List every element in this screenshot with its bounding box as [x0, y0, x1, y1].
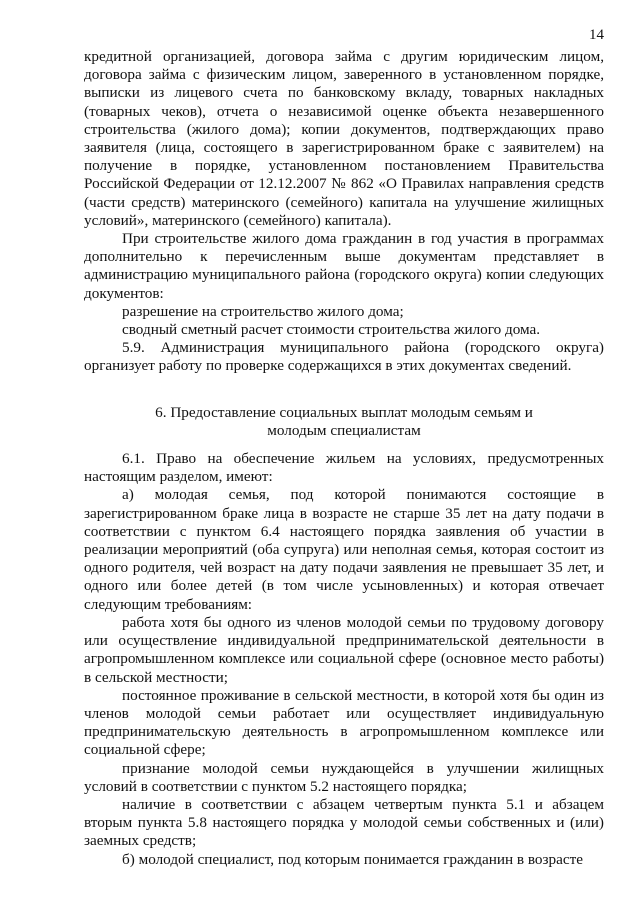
paragraph: б) молодой специалист, под которым понимается гражданин в возрасте: [122, 850, 583, 868]
paragraph: 5.9. Администрация муниципального района (городского округа) организует работу по проверке содержащихся в этих документах сведений.: [84, 339, 604, 375]
list-item: разрешение на строительство жилого дома;: [122, 302, 404, 320]
list-item: сводный сметный расчет стоимости строительства жилого дома.: [122, 321, 541, 339]
paragraph: наличие в соответствии с абзацем четвертым пункта 5.1 и абзацем вторым пункта 5.8 настоящего порядка у молодой семьи собственных и (или) заемных средств;: [84, 795, 604, 850]
page-number: 14: [589, 27, 604, 43]
paragraph: признание молодой семьи нуждающейся в улучшении жилищных условий в соответствии с пунктом 5.2 настоящего порядка;: [84, 759, 604, 795]
paragraph: 6.1. Право на обеспечение жильем на условиях, предусмотренных настоящим разделом, имеют:: [84, 450, 604, 486]
paragraph: постоянное проживание в сельской местности, в которой хотя бы один из членов молодой семьи работает или осуществляет индивидуальную предпринимательскую деятельность в агропромышленном комплексе или социальной сфере;: [84, 686, 604, 759]
document-body: [84, 48, 604, 869]
paragraph: работа хотя бы одного из членов молодой семьи по трудовому договору или осуществление индивидуальной предпринимательской деятельности в агропромышленном комплексе или социальной сфере (основное место работы) в сельской местности;: [84, 613, 604, 686]
paragraph: кредитной организацией, договора займа с другим юридическим лицом, договора займа с физическим лицом, заверенного в установленном порядке, выписки из лицевого счета по банковскому вкладу, товарных накладных (товарных чеков), отчета о независимой оценке объекта незавершенного строительства (жилого дома); копии документов, подтверждающих право заявителя (лица, состоящего в зарегистрированном браке с заявителем) на получение в порядке, установленном постановлением Правительства Российской Федерации от 12.12.2007 № 862 «О Правилах направления средств (части средств) материнского (семейного) капитала на улучшение жилищных условий», материнского (семейного) капитала).: [84, 48, 604, 229]
paragraph: а) молодая семья, под которой понимаются состоящие в зарегистрированном браке лица в возрасте не старше 35 лет на дату подачи в соответствии с пунктом 6.4 настоящего порядка заявления об участии в реализации мероприятий (оба супруга) или неполная семья, которая состоит из одного родителя, чей возраст на дату подачи заявления не превышает 35 лет, и одного или более детей (в том числе усыновленных) и которая отвечает следующим требованиям:: [84, 486, 604, 613]
paragraph: При строительстве жилого дома гражданин в год участия в программах дополнительно к перечисленным выше документам представляет в администрацию муниципального района (городского округа) копии следующих документов:: [84, 230, 604, 302]
section-heading: 6. Предоставление социальных выплат молодым семьям и молодым специалистам: [155, 403, 533, 439]
